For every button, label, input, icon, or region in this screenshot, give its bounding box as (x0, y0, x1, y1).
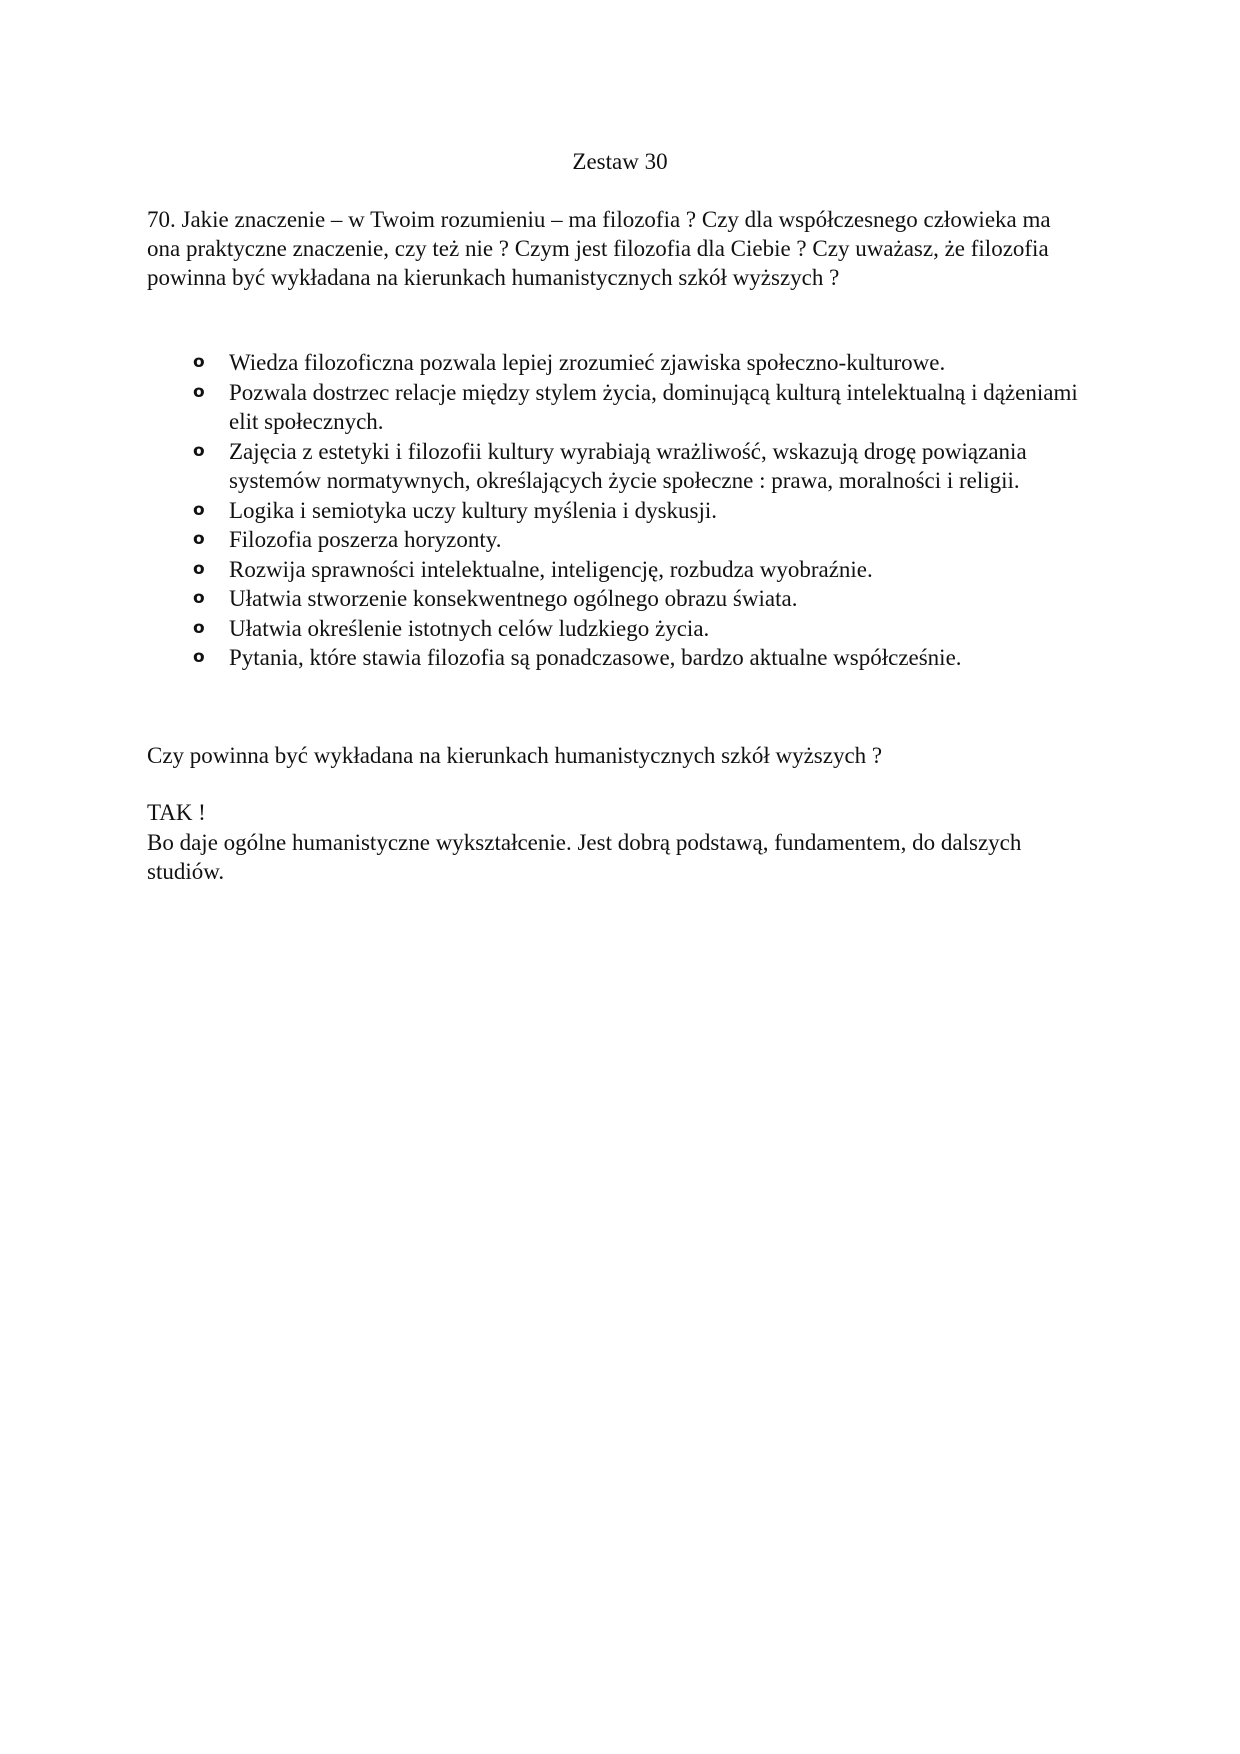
followup-question: Czy powinna być wykładana na kierunkach humanistycznych szkół wyższych ? (147, 743, 883, 768)
bullet-icon: o (193, 529, 205, 549)
answer-list (190, 348, 1090, 673)
list-item (190, 614, 1090, 644)
list-item-text: Logika i semiotyka uczy kultury myślenia i dyskusji. (229, 497, 718, 523)
bullet-icon: o (193, 588, 205, 608)
bullet-icon: o (193, 440, 205, 461)
list-item (190, 555, 1090, 585)
list-item (190, 643, 1090, 673)
bullet-icon: o (193, 499, 205, 520)
list-item-text: Pytania, które stawia filozofia są ponadczasowe, bardzo aktualne współcześnie. (229, 645, 962, 670)
answer-heading: TAK ! (147, 800, 206, 825)
bullet-icon: o (193, 617, 205, 638)
list-item (190, 584, 1090, 614)
list-item (190, 348, 1090, 378)
bullet-icon: o (193, 558, 205, 579)
list-item (190, 437, 1090, 496)
bullet-icon: o (193, 352, 205, 372)
list-item (190, 496, 1090, 526)
bullet-icon: o (193, 647, 205, 667)
answer-body: Bo daje ogólne humanistyczne wykształcenie. Jest dobrą podstawą, fundamentem, do dalszych studiów. (147, 830, 1022, 884)
question-text: 70. Jakie znaczenie – w Twoim rozumieniu – ma filozofia ? Czy dla współczesnego człowieka ma ona praktyczne znaczenie, czy też nie ? Czym jest filozofia dla Ciebie ? Czy uważasz, że filozofia powinna być wykładana na kierunkach humanistycznych szkół wyższych ? (147, 207, 1051, 290)
list-item-text: Pozwala dostrzec relacje między stylem życia, dominującą kulturą intelektualną i dążeniami elit społecznych. (229, 379, 1078, 434)
list-item-text: Zajęcia z estetyki i filozofii kultury wyrabiają wrażliwość, wskazują drogę powiązania systemów normatywnych, określających życie społeczne : prawa, moralności i religii. (229, 438, 1027, 493)
list-item-text: Rozwija sprawności intelektualne, inteligencję, rozbudza wyobraźnie. (229, 556, 873, 582)
bullet-icon: o (193, 381, 205, 402)
list-item-text: Ułatwia stworzenie konsekwentnego ogólnego obrazu świata. (229, 586, 798, 611)
list-item (190, 525, 1090, 555)
list-item-text: Ułatwia określenie istotnych celów ludzkiego życia. (229, 615, 710, 641)
list-item (190, 378, 1090, 437)
list-item-text: Filozofia poszerza horyzonty. (229, 527, 502, 552)
document-title: Zestaw 30 (572, 149, 668, 174)
list-item-text: Wiedza filozoficzna pozwala lepiej zrozumieć zjawiska społeczno-kulturowe. (229, 350, 946, 375)
